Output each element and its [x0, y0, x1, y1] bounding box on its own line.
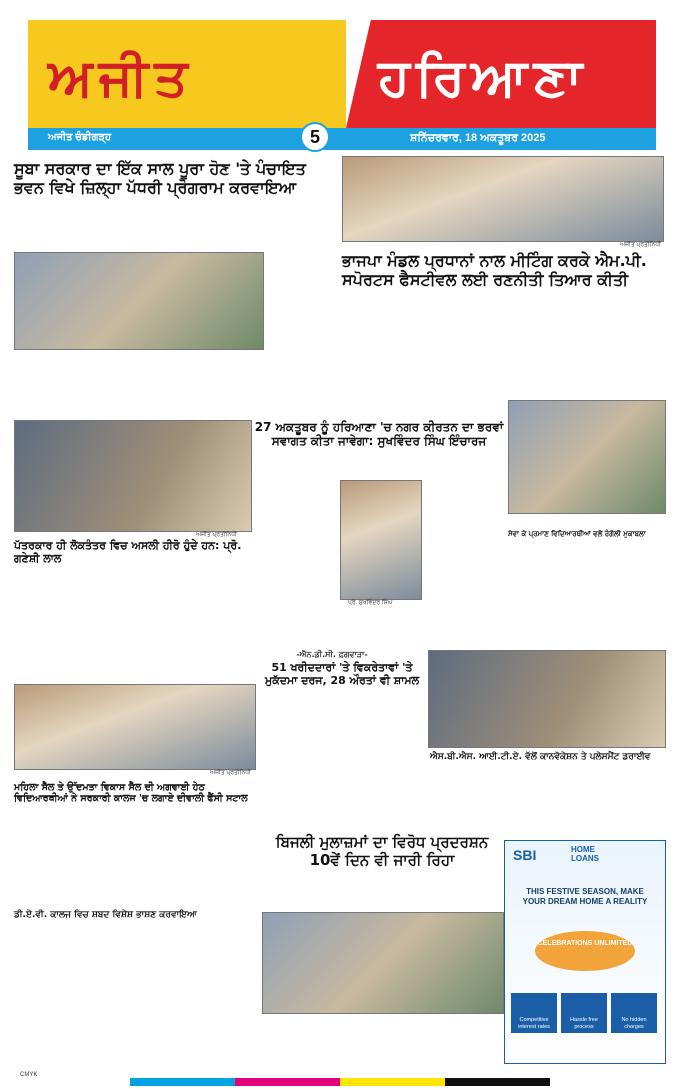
- edition-label: ਅਜੀਤ ਚੰਡੀਗੜ੍ਹ: [48, 132, 112, 143]
- ad-headline: THIS FESTIVE SEASON, MAKE YOUR DREAM HOME A REALITY: [522, 887, 648, 906]
- headline-2: ਭਾਜਪਾ ਮੰਡਲ ਪ੍ਰਧਾਨਾਂ ਨਾਲ ਮੀਟਿੰਗ ਕਰਕੇ ਐਮ.ਪੀ. ਸਪੋਰਟਸ ਫੈਸਟੀਵਲ ਲਈ ਰਣਨੀਤੀ ਤਿਆਰ ਕੀਤੀ: [342, 251, 647, 289]
- photo-officials: [14, 252, 264, 350]
- photo-portrait: [340, 480, 422, 600]
- headline-10: ਸੇਵਾ ਕੇ ਪ੍ਰਮਾਣ ਵਿਦਿਆਰਥੀਆਂ ਵਲੋਂ ਰੰਗੋਲੀ ਮੁਕਾਬਲਾ: [508, 530, 646, 538]
- headline-7: ਮਹਿਲਾ ਸੈੱਲ ਤੇ ਉੱਦਮਤਾ ਵਿਕਾਸ ਸੈੱਲ ਦੀ ਅਗਵਾਈ ਹੇਠ ਵਿਦਿਆਰਥੀਆਂ ਨੇ ਸਰਕਾਰੀ ਕਾਲਜ 'ਚ ਲਗਾਏ ਦੀਵਾਲੀ ਫੈਂਸੀ ਸਟਾਲ: [14, 782, 248, 805]
- photo-rangoli: [508, 400, 666, 514]
- article-6-text: [430, 774, 664, 834]
- photo-protest: [262, 912, 504, 1014]
- headline-6: ਐਸ.ਬੀ.ਐਸ. ਆਈ.ਟੀ.ਏ. ਵੱਲੋਂ ਕਾਨਵੋਕੇਸ਼ਨ ਤੇ ਪਲੇਸਮੈਂਟ ਡਰਾਈਵ: [430, 752, 651, 762]
- article-10-text: [508, 546, 664, 646]
- headline-4: ਪੱਤਰਕਾਰ ਹੀ ਲੋਕਤੰਤਰ ਵਿਚ ਅਸਲੀ ਹੀਰੋ ਹੁੰਦੇ ਹਨ: ਪ੍ਰੋ. ਗਣੇਸ਼ੀ ਲਾਲ: [14, 539, 242, 565]
- sbi-home-loans-ad[interactable]: [504, 840, 666, 1064]
- masthead-title-left: ਅਜੀਤ: [48, 48, 194, 108]
- ad-tile-charges: No hidden charges: [611, 993, 657, 1033]
- article-1-side-text: [266, 204, 334, 354]
- caption-2: ਅਜੀਤ ਪ੍ਰਤੀਨਿਧੀ: [196, 532, 237, 538]
- headline-9: ਡੀ.ਏ.ਵੀ. ਕਾਲਜ ਵਿਚ ਸ਼ਬਦ ਵਿਸ਼ੇਸ਼ ਭਾਸ਼ਣ ਕਰਵਾਇਆ: [14, 910, 197, 920]
- headline-5-kicker: -ਐਨ.ਡੀ.ਸੀ. ਫ਼ਗਵਾੜਾ-: [296, 650, 368, 659]
- masthead-info-bar: [28, 128, 656, 150]
- caption-3: ਅਜੀਤ ਪ੍ਰਤੀਨਿਧੀ: [210, 770, 251, 776]
- headline-8: ਬਿਜਲੀ ਮੁਲਾਜ਼ਮਾਂ ਦਾ ਵਿਰੋਧ ਪ੍ਰਦਰਸ਼ਨ 10ਵੇਂ ਦਿਨ ਵੀ ਜਾਰੀ ਰਿਹਾ: [275, 833, 489, 869]
- article-8-text-b: [262, 1016, 502, 1060]
- article-7-text: [14, 810, 254, 906]
- ad-product: HOME LOANS: [571, 845, 599, 863]
- article-3-text: [254, 456, 336, 646]
- masthead-title-right: ਹਰਿਆਣਾ: [378, 48, 589, 108]
- headline-3: 27 ਅਕਤੂਬਰ ਨੂੰ ਹਰਿਆਣਾ 'ਚ ਨਗਰ ਕੀਰਤਨ ਦਾ ਭਰਵਾਂ ਸਵਾਗਤ ਕੀਤਾ ਜਾਵੇਗਾ: ਸੁਖਵਿੰਦਰ ਸਿੰਘ ਇੰਚਾਰਜ: [254, 420, 504, 449]
- article-1-text: [14, 204, 264, 252]
- sbi-logo: SBI: [513, 847, 537, 863]
- masthead: [28, 20, 656, 132]
- article-8-text: [262, 876, 502, 912]
- photo-convocation: [428, 650, 666, 748]
- headline-1: ਸੂਬਾ ਸਰਕਾਰ ਦਾ ਇੱਕ ਸਾਲ ਪੂਰਾ ਹੋਣ 'ਤੇ ਪੰਚਾਇਤ ਭਵਨ ਵਿਖੇ ਜ਼ਿਲ੍ਹਾ ਪੱਧਰੀ ਪ੍ਰੋਗਰਾਮ ਕਰਵਾਇਆ: [14, 159, 306, 197]
- caption-1: ਅਜੀਤ ਪ੍ਰਤੀਨਿਧੀ: [620, 242, 661, 248]
- caption-portrait: ਪ੍ਰੋ. ਸੁਖਵਿੰਦਰ ਸਿੰਘ: [348, 600, 393, 606]
- ad-tile-process: Hassle free process: [561, 993, 607, 1033]
- photo-journalists-event: [14, 420, 252, 532]
- article-5-text: [262, 700, 422, 830]
- article-1-text-b: [14, 356, 334, 416]
- article-9-text: [14, 926, 254, 1060]
- color-registration-bar: [130, 1078, 550, 1086]
- headline-5: 51 ਖਰੀਦਦਾਰਾਂ 'ਤੇ ਵਿਕਰੇਤਾਵਾਂ 'ਤੇ ਮੁਕੱਦਮਾ ਦਰਜ, 28 ਔਰਤਾਂ ਵੀ ਸ਼ਾਮਲ: [264, 661, 420, 687]
- article-3-text-b: [424, 456, 504, 646]
- footer-cmyk: CMYK: [20, 1072, 38, 1078]
- article-2-text: [342, 302, 664, 398]
- ad-tile-rates: Competitive interest rates: [511, 993, 557, 1033]
- article-4-text: [14, 560, 250, 680]
- page-number: 5: [300, 122, 330, 152]
- photo-bjp-meeting: [342, 156, 664, 242]
- ad-celebration-badge: CELEBRATIONS UNLIMITED: [535, 931, 635, 971]
- photo-diwali-stall: [14, 684, 256, 770]
- dateline: ਸ਼ਨਿੱਚਰਵਾਰ, 18 ਅਕਤੂਬਰ 2025: [410, 132, 546, 144]
